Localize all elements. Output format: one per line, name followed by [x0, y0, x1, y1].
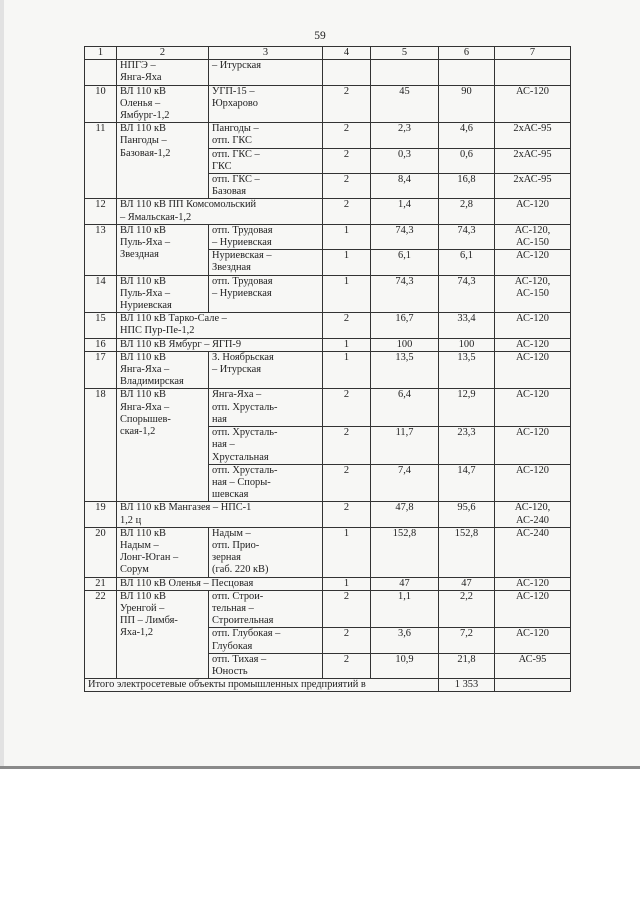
circuits-cell: 2: [323, 590, 371, 628]
header-row: [85, 47, 571, 60]
table-row: [85, 351, 571, 389]
length-cell: 1,4: [371, 199, 439, 224]
table-row: [85, 199, 571, 224]
circuits-cell: 2: [323, 464, 371, 502]
circuit-length-cell: 74,3: [439, 224, 495, 249]
circuits-cell: 1: [323, 577, 371, 590]
circuits-cell: [323, 60, 371, 85]
wire-grade-cell: АС-95: [495, 653, 571, 678]
header-cell: 5: [371, 47, 439, 60]
length-cell: 45: [371, 85, 439, 123]
wire-grade-cell: АС-120, АС-150: [495, 224, 571, 249]
line-name-cell: ВЛ 110 кВ Пуль-Яха – Нуриевская: [117, 275, 209, 313]
table-row: [85, 224, 571, 249]
header-cell: 1: [85, 47, 117, 60]
section-cell: отп. Строи- тельная – Строительная: [209, 590, 323, 628]
length-cell: 1,1: [371, 590, 439, 628]
wire-grade-cell: АС-240: [495, 527, 571, 577]
length-cell: 2,3: [371, 123, 439, 148]
scan-bottom-edge: [0, 766, 640, 769]
row-number-cell: 22: [85, 590, 117, 678]
row-number-cell: 18: [85, 389, 117, 502]
line-name-cell: ВЛ 110 кВ Пангоды – Базовая-1,2: [117, 123, 209, 199]
circuit-length-cell: 47: [439, 577, 495, 590]
wire-grade-cell: [495, 60, 571, 85]
section-cell: отп. Трудовая – Нуриевская: [209, 275, 323, 313]
circuit-length-cell: 0,6: [439, 148, 495, 173]
table-row: [85, 527, 571, 577]
length-cell: 0,3: [371, 148, 439, 173]
circuits-cell: 2: [323, 502, 371, 527]
row-number-cell: 19: [85, 502, 117, 527]
section-cell: – Итурская: [209, 60, 323, 85]
row-number-cell: 12: [85, 199, 117, 224]
wire-grade-cell: 2хАС-95: [495, 148, 571, 173]
circuit-length-cell: [439, 60, 495, 85]
circuit-length-cell: 95,6: [439, 502, 495, 527]
circuit-length-cell: 4,6: [439, 123, 495, 148]
table-row: [85, 502, 571, 527]
total-empty-cell: [495, 679, 571, 692]
wire-grade-cell: АС-120: [495, 628, 571, 653]
circuits-cell: 2: [323, 85, 371, 123]
line-name-cell: ВЛ 110 кВ Тарко-Сале – НПС Пур-Пе-1,2: [117, 313, 323, 338]
line-name-cell: ВЛ 110 кВ Янга-Яха – Владимирская: [117, 351, 209, 389]
circuits-cell: 1: [323, 275, 371, 313]
length-cell: 10,9: [371, 653, 439, 678]
circuits-cell: 2: [323, 389, 371, 427]
length-cell: 16,7: [371, 313, 439, 338]
wire-grade-cell: АС-120, АС-150: [495, 275, 571, 313]
line-name-cell: ВЛ 110 кВ ПП Комсомольский – Ямальская-1,2: [117, 199, 323, 224]
row-number-cell: 11: [85, 123, 117, 199]
length-cell: [371, 60, 439, 85]
table-row: [85, 275, 571, 313]
length-cell: 6,1: [371, 250, 439, 275]
circuits-cell: 2: [323, 427, 371, 465]
table-row: [85, 60, 571, 85]
circuit-length-cell: 152,8: [439, 527, 495, 577]
circuit-length-cell: 33,4: [439, 313, 495, 338]
table-row: [85, 338, 571, 351]
length-cell: 47,8: [371, 502, 439, 527]
section-cell: З. Ноябрьская – Итурская: [209, 351, 323, 389]
header-cell: 7: [495, 47, 571, 60]
row-number-cell: 13: [85, 224, 117, 275]
length-cell: 7,4: [371, 464, 439, 502]
circuits-cell: 1: [323, 224, 371, 249]
line-name-cell: ВЛ 110 кВ Янга-Яха – Спорышев- ская-1,2: [117, 389, 209, 502]
wire-grade-cell: 2хАС-95: [495, 123, 571, 148]
section-cell: отп. Глубокая – Глубокая: [209, 628, 323, 653]
circuit-length-cell: 14,7: [439, 464, 495, 502]
length-cell: 8,4: [371, 174, 439, 199]
header-cell: 2: [117, 47, 209, 60]
wire-grade-cell: АС-120, АС-240: [495, 502, 571, 527]
table-row: [85, 85, 571, 123]
circuits-cell: 1: [323, 250, 371, 275]
wire-grade-cell: АС-120: [495, 577, 571, 590]
wire-grade-cell: АС-120: [495, 590, 571, 628]
row-number-cell: [85, 60, 117, 85]
section-cell: отп. Хрусталь- ная – Споры- шевская: [209, 464, 323, 502]
circuit-length-cell: 21,8: [439, 653, 495, 678]
row-number-cell: 15: [85, 313, 117, 338]
power-lines-table: [84, 46, 571, 692]
wire-grade-cell: АС-120: [495, 427, 571, 465]
header-cell: 4: [323, 47, 371, 60]
circuits-cell: 2: [323, 174, 371, 199]
circuit-length-cell: 90: [439, 85, 495, 123]
section-cell: отп. Трудовая – Нуриевская: [209, 224, 323, 249]
section-cell: Надым – отп. Прио- зерная (габ. 220 кВ): [209, 527, 323, 577]
circuit-length-cell: 100: [439, 338, 495, 351]
length-cell: 11,7: [371, 427, 439, 465]
line-name-cell: ВЛ 110 кВ Уренгой – ПП – Лимбя- Яха-1,2: [117, 590, 209, 678]
row-number-cell: 20: [85, 527, 117, 577]
section-cell: УГП-15 – Юрхарово: [209, 85, 323, 123]
length-cell: 3,6: [371, 628, 439, 653]
circuits-cell: 2: [323, 148, 371, 173]
section-cell: Янга-Яха – отп. Хрусталь- ная: [209, 389, 323, 427]
circuit-length-cell: 13,5: [439, 351, 495, 389]
circuit-length-cell: 6,1: [439, 250, 495, 275]
table-row: [85, 313, 571, 338]
table-row: [85, 590, 571, 628]
length-cell: 74,3: [371, 224, 439, 249]
total-value: 1 353: [439, 679, 495, 692]
row-number-cell: 17: [85, 351, 117, 389]
row-number-cell: 16: [85, 338, 117, 351]
line-name-cell: ВЛ 110 кВ Оленья – Песцовая: [117, 577, 323, 590]
circuit-length-cell: 16,8: [439, 174, 495, 199]
circuit-length-cell: 74,3: [439, 275, 495, 313]
wire-grade-cell: АС-120: [495, 389, 571, 427]
table-row: [85, 577, 571, 590]
table-row: [85, 389, 571, 427]
circuits-cell: 2: [323, 628, 371, 653]
circuits-cell: 1: [323, 527, 371, 577]
length-cell: 74,3: [371, 275, 439, 313]
line-name-cell: ВЛ 110 кВ Надым – Лонг-Юган – Сорум: [117, 527, 209, 577]
row-number-cell: 14: [85, 275, 117, 313]
circuit-length-cell: 12,9: [439, 389, 495, 427]
circuit-length-cell: 2,8: [439, 199, 495, 224]
circuit-length-cell: 2,2: [439, 590, 495, 628]
row-number-cell: 21: [85, 577, 117, 590]
line-name-cell: ВЛ 110 кВ Ямбург – ЯГП-9: [117, 338, 323, 351]
circuits-cell: 2: [323, 653, 371, 678]
scan-left-edge: [0, 0, 4, 768]
line-name-cell: ВЛ 110 кВ Оленья – Ямбург-1,2: [117, 85, 209, 123]
wire-grade-cell: АС-120: [495, 85, 571, 123]
wire-grade-cell: АС-120: [495, 338, 571, 351]
row-number-cell: 10: [85, 85, 117, 123]
wire-grade-cell: АС-120: [495, 464, 571, 502]
wire-grade-cell: АС-120: [495, 199, 571, 224]
circuits-cell: 2: [323, 313, 371, 338]
length-cell: 6,4: [371, 389, 439, 427]
wire-grade-cell: АС-120: [495, 313, 571, 338]
length-cell: 47: [371, 577, 439, 590]
wire-grade-cell: АС-120: [495, 351, 571, 389]
line-name-cell: ВЛ 110 кВ Пуль-Яха – Звездная: [117, 224, 209, 275]
circuits-cell: 2: [323, 199, 371, 224]
section-cell: отп. Хрусталь- ная – Хрустальная: [209, 427, 323, 465]
section-cell: отп. ГКС – Базовая: [209, 174, 323, 199]
section-cell: Пангоды – отп. ГКС: [209, 123, 323, 148]
length-cell: 152,8: [371, 527, 439, 577]
total-row: [85, 679, 571, 692]
length-cell: 13,5: [371, 351, 439, 389]
section-cell: отп. Тихая – Юность: [209, 653, 323, 678]
table-row: [85, 123, 571, 148]
header-cell: 3: [209, 47, 323, 60]
wire-grade-cell: АС-120: [495, 250, 571, 275]
circuit-length-cell: 23,3: [439, 427, 495, 465]
line-name-cell: ВЛ 110 кВ Мангазея – НПС-1 1,2 ц: [117, 502, 323, 527]
page-number: 59: [314, 30, 326, 42]
section-cell: отп. ГКС – ГКС: [209, 148, 323, 173]
circuit-length-cell: 7,2: [439, 628, 495, 653]
wire-grade-cell: 2хАС-95: [495, 174, 571, 199]
length-cell: 100: [371, 338, 439, 351]
circuits-cell: 2: [323, 123, 371, 148]
circuits-cell: 1: [323, 351, 371, 389]
line-name-cell: НПГЭ – Янга-Яха: [117, 60, 209, 85]
header-cell: 6: [439, 47, 495, 60]
section-cell: Нуриевская – Звездная: [209, 250, 323, 275]
total-label: Итого электросетевые объекты промышленных предприятий в: [85, 679, 439, 692]
circuits-cell: 1: [323, 338, 371, 351]
